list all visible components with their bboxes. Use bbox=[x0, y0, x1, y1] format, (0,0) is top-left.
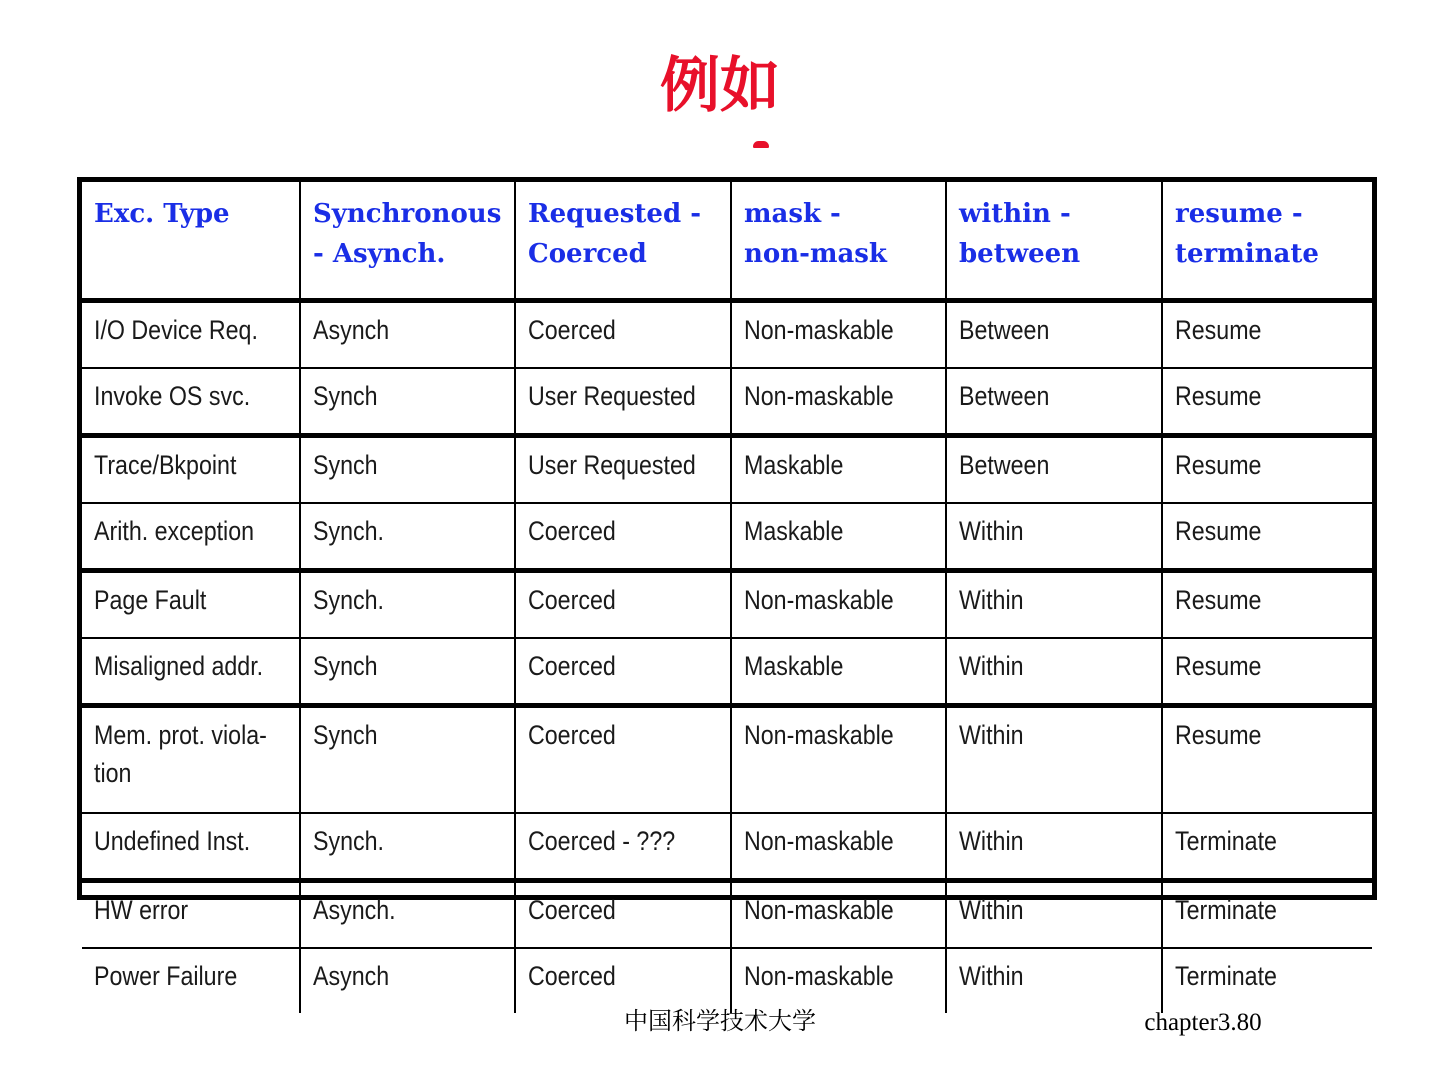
exception-table-frame bbox=[77, 177, 1377, 991]
table-cell bbox=[515, 948, 731, 1013]
table-cell bbox=[82, 706, 300, 814]
header-line: Requested - bbox=[528, 199, 701, 229]
table-cell bbox=[515, 706, 731, 814]
cell-text: Within bbox=[959, 895, 1024, 925]
title-accent-mark bbox=[753, 141, 769, 148]
table-cell bbox=[946, 368, 1162, 436]
cell-text: Synch. bbox=[313, 585, 384, 615]
cell-text: Synch. bbox=[313, 826, 384, 856]
table-cell bbox=[731, 503, 946, 571]
table-cell bbox=[300, 948, 515, 1013]
table-cell bbox=[300, 813, 515, 881]
cell-text: Terminate bbox=[1175, 895, 1277, 925]
table-cell bbox=[515, 813, 731, 881]
cell-text: Terminate bbox=[1175, 826, 1277, 856]
cell-text: Undefined Inst. bbox=[94, 826, 251, 856]
header-line: mask - bbox=[744, 199, 841, 229]
table-row bbox=[82, 503, 1372, 571]
cell-text: Between bbox=[959, 381, 1050, 411]
table-cell bbox=[946, 881, 1162, 949]
table-row bbox=[82, 436, 1372, 504]
table-row bbox=[82, 948, 1372, 1013]
header-line: non-mask bbox=[744, 239, 887, 269]
cell-text: Synch bbox=[313, 651, 378, 681]
table-cell bbox=[82, 881, 300, 949]
table-cell bbox=[515, 503, 731, 571]
table-cell bbox=[946, 436, 1162, 504]
cell-text: Resume bbox=[1175, 585, 1262, 615]
cell-text: Coerced bbox=[528, 516, 616, 546]
table-cell bbox=[946, 813, 1162, 881]
table-cell bbox=[300, 638, 515, 706]
cell-text: Coerced bbox=[528, 720, 616, 750]
cell-text: Synch bbox=[313, 450, 378, 480]
table-cell bbox=[731, 571, 946, 639]
table-cell bbox=[946, 638, 1162, 706]
cell-text: Power Failure bbox=[94, 961, 238, 991]
header-line: between bbox=[959, 239, 1081, 269]
cell-text: Non-maskable bbox=[744, 895, 894, 925]
cell-text: Coerced bbox=[528, 315, 616, 345]
table-row bbox=[82, 368, 1372, 436]
cell-text: Within bbox=[959, 585, 1024, 615]
table-cell bbox=[300, 571, 515, 639]
header-row bbox=[82, 182, 1372, 301]
table-cell bbox=[1162, 301, 1372, 369]
table-cell bbox=[1162, 571, 1372, 639]
table-cell bbox=[300, 368, 515, 436]
cell-text: Coerced bbox=[528, 651, 616, 681]
table-cell bbox=[946, 503, 1162, 571]
table-cell bbox=[82, 503, 300, 571]
cell-text: Non-maskable bbox=[744, 826, 894, 856]
table-cell bbox=[300, 503, 515, 571]
cell-text: Coerced - ??? bbox=[528, 826, 676, 856]
cell-text: Invoke OS svc. bbox=[94, 381, 251, 411]
table-cell bbox=[1162, 948, 1372, 1013]
table-cell bbox=[1162, 706, 1372, 814]
table-cell bbox=[82, 436, 300, 504]
table-header bbox=[82, 182, 1372, 301]
table-cell bbox=[515, 571, 731, 639]
header-line: resume - bbox=[1175, 199, 1303, 229]
cell-text: Coerced bbox=[528, 895, 616, 925]
cell-text: Arith. exception bbox=[94, 516, 255, 546]
table-cell bbox=[515, 368, 731, 436]
cell-text: Non-maskable bbox=[744, 381, 894, 411]
table-cell bbox=[1162, 368, 1372, 436]
header-line: Coerced bbox=[528, 239, 647, 269]
table-cell bbox=[731, 638, 946, 706]
table-cell bbox=[515, 638, 731, 706]
cell-text: Page Fault bbox=[94, 585, 207, 615]
table-cell bbox=[82, 813, 300, 881]
table-cell bbox=[946, 301, 1162, 369]
cell-text: Synch. bbox=[313, 516, 384, 546]
cell-text: Within bbox=[959, 720, 1024, 750]
header-within-between bbox=[946, 182, 1162, 301]
cell-text: Asynch bbox=[313, 961, 390, 991]
cell-text: Non-maskable bbox=[744, 315, 894, 345]
cell-text: I/O Device Req. bbox=[94, 315, 258, 345]
table-cell bbox=[82, 638, 300, 706]
table-row bbox=[82, 813, 1372, 881]
cell-text: Resume bbox=[1175, 381, 1262, 411]
cell-text: Non-maskable bbox=[744, 720, 894, 750]
table-cell bbox=[300, 301, 515, 369]
cell-text: Resume bbox=[1175, 720, 1262, 750]
table-cell bbox=[1162, 503, 1372, 571]
cell-text: Mem. prot. viola-tion bbox=[94, 720, 267, 788]
header-sync-async bbox=[300, 182, 515, 301]
table-body bbox=[82, 301, 1372, 1014]
cell-text: Coerced bbox=[528, 585, 616, 615]
cell-text: Non-maskable bbox=[744, 585, 894, 615]
table-cell bbox=[1162, 881, 1372, 949]
table-row bbox=[82, 301, 1372, 369]
table-cell bbox=[300, 706, 515, 814]
header-line: Exc. Type bbox=[94, 199, 230, 229]
cell-text: User Requested bbox=[528, 450, 696, 480]
table-cell bbox=[731, 706, 946, 814]
table-cell bbox=[731, 368, 946, 436]
cell-text: User Requested bbox=[528, 381, 696, 411]
header-line: within - bbox=[959, 199, 1071, 229]
header-line: - Asynch. bbox=[313, 239, 446, 269]
table-cell bbox=[82, 571, 300, 639]
table-cell bbox=[515, 436, 731, 504]
cell-text: Non-maskable bbox=[744, 961, 894, 991]
table-cell bbox=[82, 948, 300, 1013]
table-row bbox=[82, 571, 1372, 639]
table-cell bbox=[82, 368, 300, 436]
slide-title: 例如 bbox=[660, 51, 780, 121]
header-mask bbox=[731, 182, 946, 301]
footer-page-label: chapter3.80 bbox=[1144, 1009, 1262, 1036]
cell-text: Resume bbox=[1175, 516, 1262, 546]
cell-text: Trace/Bkpoint bbox=[94, 450, 237, 480]
cell-text: Within bbox=[959, 651, 1024, 681]
table-cell bbox=[1162, 638, 1372, 706]
cell-text: Within bbox=[959, 826, 1024, 856]
cell-text: HW error bbox=[94, 895, 189, 925]
table-cell bbox=[946, 706, 1162, 814]
table-cell bbox=[515, 301, 731, 369]
header-resume-terminate bbox=[1162, 182, 1372, 301]
footer-institution: 中国科学技术大学 bbox=[624, 1007, 816, 1035]
table-cell bbox=[515, 881, 731, 949]
header-requested-coerced bbox=[515, 182, 731, 301]
table-cell bbox=[731, 301, 946, 369]
table-cell bbox=[731, 881, 946, 949]
table-cell bbox=[82, 301, 300, 369]
cell-text: Within bbox=[959, 961, 1024, 991]
table-row bbox=[82, 638, 1372, 706]
table-row bbox=[82, 881, 1372, 949]
cell-text: Within bbox=[959, 516, 1024, 546]
cell-text: Resume bbox=[1175, 450, 1262, 480]
exception-table bbox=[82, 182, 1372, 1013]
cell-text: Asynch. bbox=[313, 895, 396, 925]
cell-text: Synch bbox=[313, 720, 378, 750]
header-line: Synchronous bbox=[313, 199, 502, 229]
table-cell bbox=[300, 881, 515, 949]
cell-text: Resume bbox=[1175, 651, 1262, 681]
table-cell bbox=[731, 436, 946, 504]
cell-text: Resume bbox=[1175, 315, 1262, 345]
table-cell bbox=[731, 948, 946, 1013]
cell-text: Maskable bbox=[744, 651, 844, 681]
cell-text: Maskable bbox=[744, 450, 844, 480]
table-cell bbox=[1162, 813, 1372, 881]
table-cell bbox=[946, 948, 1162, 1013]
header-exc-type bbox=[82, 182, 300, 301]
cell-text: Asynch bbox=[313, 315, 390, 345]
table-cell bbox=[1162, 436, 1372, 504]
cell-text: Terminate bbox=[1175, 961, 1277, 991]
table-cell bbox=[946, 571, 1162, 639]
cell-text: Synch bbox=[313, 381, 378, 411]
header-line: terminate bbox=[1175, 239, 1319, 269]
cell-text: Maskable bbox=[744, 516, 844, 546]
cell-text: Between bbox=[959, 315, 1050, 345]
table-cell bbox=[300, 436, 515, 504]
table-cell bbox=[731, 813, 946, 881]
cell-text: Coerced bbox=[528, 961, 616, 991]
table-row bbox=[82, 706, 1372, 814]
cell-text: Misaligned addr. bbox=[94, 651, 264, 681]
cell-text: Between bbox=[959, 450, 1050, 480]
